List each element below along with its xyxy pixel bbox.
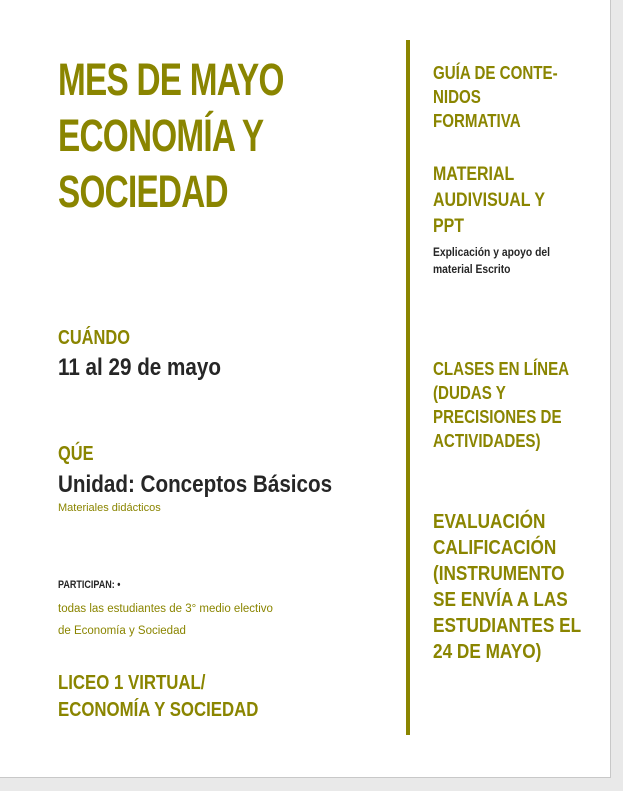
- flyer-title: [58, 52, 284, 220]
- classes-line: (DUDAS Y: [433, 383, 506, 403]
- evaluation-line: (INSTRUMENTO: [433, 563, 565, 585]
- guide-line: NIDOS: [433, 87, 481, 107]
- evaluation-line: CALIFICACIÓN: [433, 537, 557, 559]
- participants-line: de Economía y Sociedad: [58, 625, 186, 637]
- evaluation-line: SE ENVÍA A LAS: [433, 589, 568, 611]
- material-line: AUDIVISUAL Y: [433, 190, 546, 211]
- what-label: QÚE: [58, 443, 94, 465]
- classes-line: PRECISIONES DE: [433, 407, 562, 427]
- participants-label: PARTICIPAN: •: [58, 579, 121, 591]
- evaluation-line: 24 DE MAYO): [433, 641, 542, 663]
- title-line: SOCIEDAD: [58, 166, 228, 217]
- material-note: [433, 244, 550, 278]
- material-heading: [433, 162, 545, 240]
- guide-heading: [433, 61, 558, 133]
- guide-line: FORMATIVA: [433, 111, 521, 131]
- participants-line: todas las estudiantes de 3° medio electivo: [58, 603, 273, 615]
- evaluation-line: EVALUACIÓN: [433, 511, 546, 533]
- title-line: MES DE MAYO: [58, 54, 284, 105]
- what-note: Materiales didácticos: [58, 502, 161, 514]
- classes-line: CLASES EN LÍNEA: [433, 359, 570, 379]
- when-value: 11 al 29 de mayo: [58, 354, 221, 381]
- material-note-line: material Escrito: [433, 262, 511, 276]
- footer-line: LICEO 1 VIRTUAL/: [58, 672, 206, 694]
- evaluation-heading: [433, 509, 581, 665]
- material-line: MATERIAL: [433, 164, 515, 185]
- footer-line: ECONOMÍA Y SOCIEDAD: [58, 699, 259, 721]
- guide-line: GUÍA DE CONTE-: [433, 63, 558, 83]
- evaluation-line: ESTUDIANTES EL: [433, 615, 582, 637]
- what-value: Unidad: Conceptos Básicos: [58, 471, 333, 498]
- online-classes-heading: [433, 357, 569, 453]
- material-note-line: Explicación y apoyo del: [433, 245, 551, 259]
- when-label: CUÁNDO: [58, 327, 130, 349]
- title-line: ECONOMÍA Y: [58, 110, 264, 161]
- classes-line: ACTIVIDADES): [433, 431, 541, 451]
- material-line: PPT: [433, 216, 465, 237]
- school-footer: [58, 670, 258, 724]
- vertical-divider: [406, 40, 410, 735]
